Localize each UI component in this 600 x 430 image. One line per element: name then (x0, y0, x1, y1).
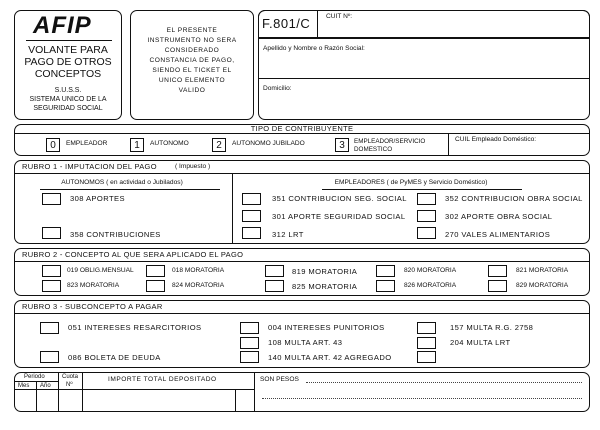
contributor-option-2-number[interactable]: 2 (212, 138, 226, 152)
autonomos-header: AUTONOMOS ( en actividad o Jubilados) (61, 179, 183, 186)
notice-line-2: INSTRUMENTO NO SERA (147, 37, 237, 44)
checkbox-004[interactable] (240, 322, 259, 334)
anio-field[interactable] (38, 391, 56, 410)
label-308: 308 APORTES (70, 194, 125, 203)
checkbox-352[interactable] (417, 193, 436, 205)
contributor-option-1-label: AUTONOMO (150, 140, 189, 147)
label-086: 086 BOLETA DE DEUDA (68, 353, 161, 362)
label-004: 004 INTERESES PUNITORIOS (268, 323, 385, 332)
checkbox-302[interactable] (417, 210, 436, 222)
periodo-label: Periodo (24, 374, 45, 380)
importe-divider (235, 389, 236, 412)
label-358: 358 CONTRIBUCIONES (70, 230, 161, 239)
label-108: 108 MULTA ART. 43 (268, 338, 343, 347)
label-826: 826 MORATORIA (404, 282, 457, 289)
checkbox-270[interactable] (417, 227, 436, 239)
label-301: 301 APORTE SEGURIDAD SOCIAL (272, 212, 406, 221)
son-pesos-line-1[interactable] (306, 382, 582, 383)
checkbox-051[interactable] (40, 322, 59, 334)
cuit-field[interactable] (318, 10, 590, 38)
checkbox-825[interactable] (265, 280, 284, 292)
cuota-importe-divider (82, 372, 83, 412)
contributor-option-0-number[interactable]: 0 (46, 138, 60, 152)
rubro1-title-divider (14, 173, 590, 174)
checkbox-824[interactable] (146, 280, 165, 292)
importe-field[interactable] (84, 391, 234, 410)
label-824: 824 MORATORIA (172, 282, 225, 289)
checkbox-308[interactable] (42, 193, 61, 205)
afip-logo: AFIP (33, 12, 92, 39)
contributor-option-0-label: EMPLEADOR (66, 140, 108, 147)
name-field[interactable] (390, 42, 586, 74)
contributor-type-divider (14, 133, 590, 134)
name-divider (258, 38, 590, 39)
label-051: 051 INTERESES RESARCITORIOS (68, 323, 202, 332)
address-divider (258, 78, 590, 79)
checkbox-826[interactable] (376, 280, 395, 292)
address-label: Domicilio: (263, 85, 292, 92)
label-018: 018 MORATORIA (172, 267, 225, 274)
checkbox-301[interactable] (242, 210, 261, 222)
checkbox-204[interactable] (417, 337, 436, 349)
form-title-line-2: PAGO DE OTROS (24, 56, 112, 68)
checkbox-829[interactable] (488, 280, 507, 292)
empleadores-header: EMPLEADORES ( de PyMES y Servicio Doméstico) (334, 179, 488, 186)
label-312: 312 LRT (272, 230, 304, 239)
label-270: 270 VALES ALIMENTARIOS (445, 230, 551, 239)
suss-line-3: SEGURIDAD SOCIAL (33, 105, 103, 112)
rubro3-title: RUBRO 3 - SUBCONCEPTO A PAGAR (22, 302, 163, 311)
checkbox-086[interactable] (40, 351, 59, 363)
empleadores-header-underline (322, 189, 522, 190)
checkbox-140[interactable] (240, 351, 259, 363)
periodo-cuota-divider (58, 372, 59, 412)
cuil-label: CUIL Empleado Doméstico: (455, 136, 537, 143)
contributor-option-3-label: EMPLEADOR/SERVICIO DOMESTICO (354, 138, 426, 153)
importe-label: IMPORTE TOTAL DEPOSITADO (108, 376, 217, 383)
autonomos-header-underline (40, 189, 220, 190)
footer-header-divider (14, 389, 254, 390)
notice-line-1: EL PRESENTE (166, 27, 218, 34)
checkbox-312[interactable] (242, 227, 261, 239)
rubro1-title: RUBRO 1 - IMPUTACION DEL PAGO (22, 162, 157, 171)
checkbox-823[interactable] (42, 280, 61, 292)
importe-son-pesos-divider (254, 372, 255, 412)
checkbox-018[interactable] (146, 265, 165, 277)
notice-line-6: UNICO ELEMENTO (158, 77, 226, 84)
label-821: 821 MORATORIA (516, 267, 569, 274)
checkbox-819[interactable] (265, 265, 284, 277)
checkbox-108[interactable] (240, 337, 259, 349)
label-351: 351 CONTRIBUCION SEG. SOCIAL (272, 194, 407, 203)
form-code: F.801/C (262, 16, 311, 31)
cuota-num-label: Nº (66, 382, 73, 388)
cuota-label: Cuota (62, 374, 79, 380)
checkbox-extra[interactable] (417, 351, 436, 363)
label-019: 019 OBLIG.MENSUAL (67, 267, 134, 274)
contributor-option-3-number[interactable]: 3 (335, 138, 349, 152)
anio-label: Año (40, 383, 51, 389)
label-140: 140 MULTA ART. 42 AGREGADO (268, 353, 392, 362)
label-204: 204 MULTA LRT (450, 338, 511, 347)
checkbox-351[interactable] (242, 193, 261, 205)
rubro2-title-divider (14, 261, 590, 262)
son-pesos-line-2[interactable] (262, 398, 582, 399)
suss-line-2: SISTEMA UNICO DE LA (29, 96, 107, 103)
checkbox-019[interactable] (42, 265, 61, 277)
notice-line-4: CONSTANCIA DE PAGO, (149, 57, 235, 64)
contributor-option-1-number[interactable]: 1 (130, 138, 144, 152)
checkbox-358[interactable] (42, 227, 61, 239)
rubro3-title-divider (14, 313, 590, 314)
notice-line-3: CONSIDERADO (164, 47, 220, 54)
rubro1-title-note: ( Impuesto ) (175, 163, 211, 170)
checkbox-821[interactable] (488, 265, 507, 277)
cuil-divider (448, 133, 449, 156)
cuil-field[interactable] (452, 145, 586, 155)
checkbox-820[interactable] (376, 265, 395, 277)
logo-underline (26, 40, 112, 41)
form-title-line-3: CONCEPTOS (34, 68, 102, 80)
mes-label: Mes (18, 383, 30, 389)
mes-anio-divider (36, 381, 37, 412)
form-title-line-1: VOLANTE PARA (28, 44, 108, 56)
rubro2-title: RUBRO 2 - CONCEPTO AL QUE SERA APLICADO EL PAGO (22, 250, 244, 259)
cuit-label: CUIT Nº: (326, 13, 353, 20)
son-pesos-label: SON PESOS (260, 376, 299, 383)
notice-line-5: SIENDO EL TICKET EL (152, 67, 232, 74)
label-825: 825 MORATORIA (292, 282, 358, 291)
suss-line-1: S.U.S.S. (54, 87, 82, 94)
cuota-field[interactable] (60, 391, 80, 410)
label-352: 352 CONTRIBUCION OBRA SOCIAL (445, 194, 583, 203)
notice-line-7: VALIDO (178, 87, 206, 94)
label-823: 823 MORATORIA (67, 282, 120, 289)
label-829: 829 MORATORIA (516, 282, 569, 289)
mes-field[interactable] (16, 391, 34, 410)
address-field[interactable] (310, 82, 586, 116)
checkbox-157[interactable] (417, 322, 436, 334)
label-820: 820 MORATORIA (404, 267, 457, 274)
contributor-option-2-label: AUTONOMO JUBILADO (232, 140, 305, 147)
label-302: 302 APORTE OBRA SOCIAL (445, 212, 553, 221)
name-label: Apellido y Nombre o Razón Social: (263, 45, 365, 52)
label-819: 819 MORATORIA (292, 267, 358, 276)
contributor-type-title: TIPO DE CONTRIBUYENTE (250, 124, 354, 133)
label-157: 157 MULTA R.G. 2758 (450, 323, 534, 332)
